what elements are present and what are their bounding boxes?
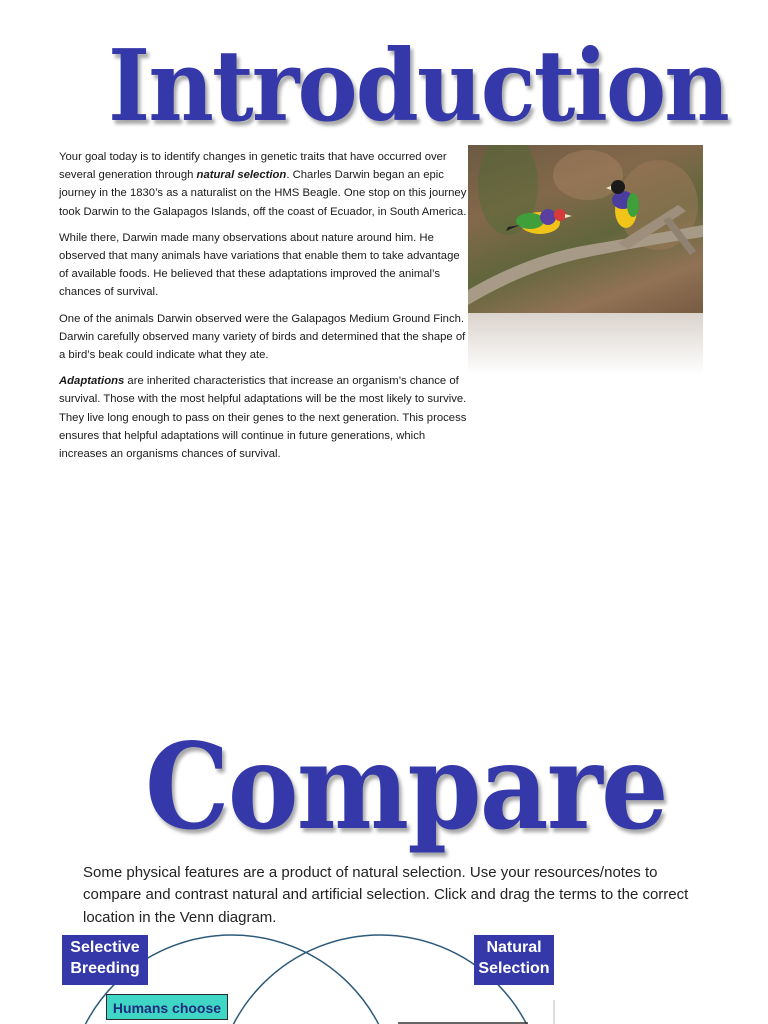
intro-paragraph-2: While there, Darwin made many observations about nature around him. He observed that many animals have variations that enable them to take advantage of available foods. He believed that these adaptations improved the animal’s chances of survival. xyxy=(59,231,460,299)
finch-photo xyxy=(468,145,703,375)
intro-body xyxy=(59,148,467,471)
compare-title: Compare xyxy=(145,717,667,856)
venn-label-natural-selection: Natural Selection xyxy=(474,935,554,985)
intro-paragraph-3: One of the animals Darwin observed were the Galapagos Medium Ground Finch. Darwin carefully observed many variety of birds and determined that the shape of a bird’s beak could indicate what they ate. xyxy=(59,312,466,362)
photo-reflection xyxy=(468,313,703,375)
compare-instructions: Some physical features are a product of natural selection. Use your resources/notes to compare and contrast natural and artificial selection. Click and drag the terms to the correct location in the Venn diagram. xyxy=(83,864,689,926)
finch-illustration xyxy=(468,145,703,313)
finch-image xyxy=(468,145,703,313)
draggable-term-humans-choose[interactable]: Humans choose xyxy=(106,994,228,1020)
venn-label-selective-breeding: Selective Breeding xyxy=(62,935,148,985)
intro-paragraph-4: Adaptations are inherited characteristics that increase an organism’s chance of survival. Those with the most helpful adaptations will be the most likely to survive. They live long enough to pass on their genes to the next generation. This process ensures that helpful adaptations will continue in future generations, which increases an organisms chances of survival. xyxy=(59,375,467,461)
introduction-title: Introduction xyxy=(108,29,729,144)
intro-paragraph-1: Your goal today is to identify changes in genetic traits that have occurred over several generation through natural selection. Charles Darwin began an epic journey in the 1830’s as a naturalist on the HMS Beagle. One stop on this journey took Darwin to the Galapagos Islands, off the coast of Ecuador, in South America. xyxy=(59,151,467,218)
